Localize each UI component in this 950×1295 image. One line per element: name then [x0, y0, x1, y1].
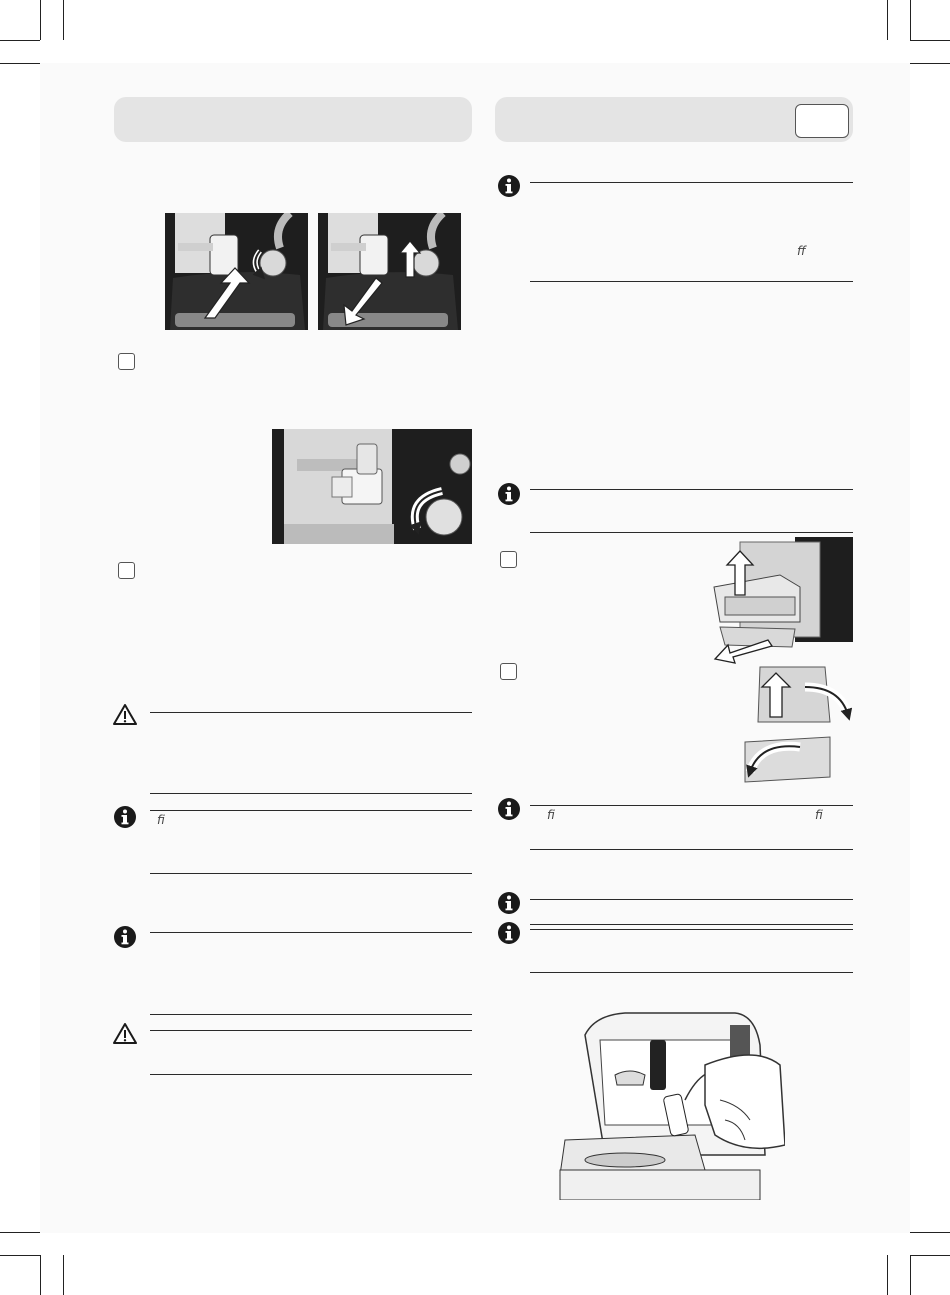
crop-mark — [0, 63, 40, 64]
info-icon — [497, 891, 521, 915]
crop-mark — [0, 40, 40, 41]
ligature-fi: fi — [815, 808, 823, 822]
crop-mark — [910, 63, 950, 64]
info-rule-bottom — [530, 532, 853, 533]
step-checkbox — [500, 663, 517, 680]
warning-rule-top — [150, 712, 472, 713]
info-icon — [113, 925, 137, 949]
crop-mark — [40, 0, 41, 40]
info-rule-bottom — [150, 1014, 472, 1015]
info-icon — [497, 797, 521, 821]
info-icon — [113, 805, 137, 829]
info-rule — [530, 899, 853, 900]
warning-icon — [113, 1022, 137, 1046]
crop-mark — [910, 1232, 950, 1233]
info-rule-top — [530, 182, 853, 183]
crop-mark — [910, 1255, 950, 1256]
ligature-fi: fi — [547, 808, 555, 822]
crop-mark — [910, 40, 950, 41]
steam-nozzle-cleaning-illustration — [555, 1005, 785, 1200]
crop-mark — [910, 0, 911, 40]
warning-rule-top — [150, 1030, 472, 1031]
step-checkbox — [118, 353, 135, 370]
drip-tray-removal-illustration — [700, 537, 853, 787]
step-checkbox — [500, 551, 517, 568]
milk-jug-insert-illustration — [165, 213, 308, 330]
crop-mark — [887, 1255, 888, 1295]
milk-jug-remove-illustration — [318, 213, 461, 330]
crop-mark — [910, 1255, 911, 1295]
info-rule-top — [150, 810, 472, 811]
info-icon — [497, 482, 521, 506]
crop-mark — [40, 1255, 41, 1295]
info-rule-bottom — [530, 281, 853, 282]
left-section-header — [114, 97, 472, 142]
info-rule-top — [530, 805, 853, 806]
crop-mark — [887, 0, 888, 40]
info-rule-bottom — [150, 873, 472, 874]
crop-mark — [0, 1232, 40, 1233]
warning-icon — [113, 703, 137, 727]
info-rule-bottom — [530, 849, 853, 850]
info-rule-top-second — [530, 929, 853, 930]
info-rule-top — [530, 489, 853, 490]
ligature-fi: fi — [157, 813, 165, 827]
crop-mark — [0, 1255, 40, 1256]
crop-mark — [63, 1255, 64, 1295]
steam-knob-illustration — [272, 429, 472, 544]
info-icon — [497, 921, 521, 945]
ligature-ff: ff — [797, 244, 806, 258]
info-icon — [497, 174, 521, 198]
step-checkbox — [118, 562, 135, 579]
info-rule-bottom — [530, 972, 853, 973]
page-number-box — [795, 104, 849, 138]
crop-mark — [63, 0, 64, 40]
info-rule-top — [530, 924, 853, 925]
warning-rule-bottom — [150, 793, 472, 794]
info-rule-top — [150, 932, 472, 933]
warning-rule-bottom — [150, 1074, 472, 1075]
